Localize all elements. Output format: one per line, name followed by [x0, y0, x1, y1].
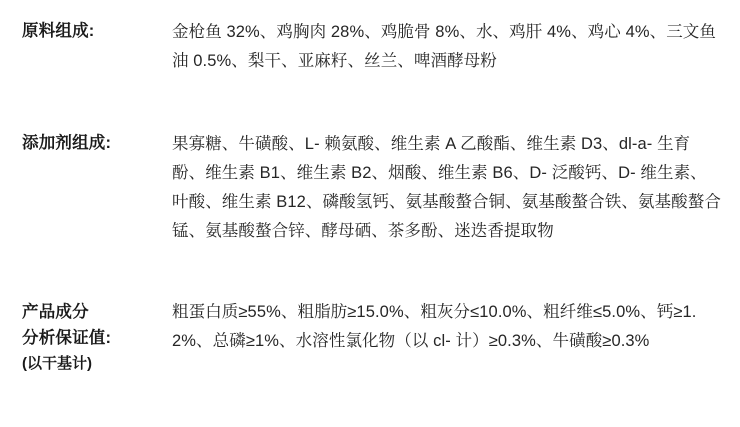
table-row	[22, 130, 722, 246]
value-text: 果寡糖、牛磺酸、L- 赖氨酸、维生素 A 乙酸酯、维生素 D3、dl-a- 生育酚、维生素 B1、维生素 B2、烟酸、维生素 B6、D- 泛酸钙、D- 维生素、叶酸、维生素 B12、磷酸氢钙、氨基酸螯合铜、氨基酸螯合铁、氨基酸螯合锰、氨基酸螯合锌、酵母硒、茶多酚、迷迭香提取物	[172, 135, 721, 240]
label-text-note: (以干基计)	[22, 355, 92, 372]
row-value-additives	[172, 130, 722, 246]
row-label-ingredients	[22, 18, 172, 44]
label-text: 原料组成:	[22, 22, 95, 40]
row-value-ingredients	[172, 18, 722, 76]
value-text: 粗蛋白质≥55%、粗脂肪≥15.0%、粗灰分≤10.0%、粗纤维≤5.0%、钙≥1.2%、总磷≥1%、水溶性氯化物（以 cl- 计）≥0.3%、牛磺酸≥0.3%	[172, 303, 697, 350]
table-row	[22, 18, 722, 76]
row-value-analysis	[172, 298, 722, 356]
label-text: 产品成分	[22, 303, 89, 321]
table-row	[22, 298, 722, 377]
value-text: 金枪鱼 32%、鸡胸肉 28%、鸡脆骨 8%、水、鸡肝 4%、鸡心 4%、三文鱼油 0.5%、梨干、亚麻籽、丝兰、啤酒酵母粉	[172, 23, 717, 70]
row-label-additives	[22, 130, 172, 156]
label-text-line2: 分析保证值:	[22, 329, 112, 347]
row-label-analysis	[22, 298, 172, 377]
label-text: 添加剂组成:	[22, 134, 112, 152]
